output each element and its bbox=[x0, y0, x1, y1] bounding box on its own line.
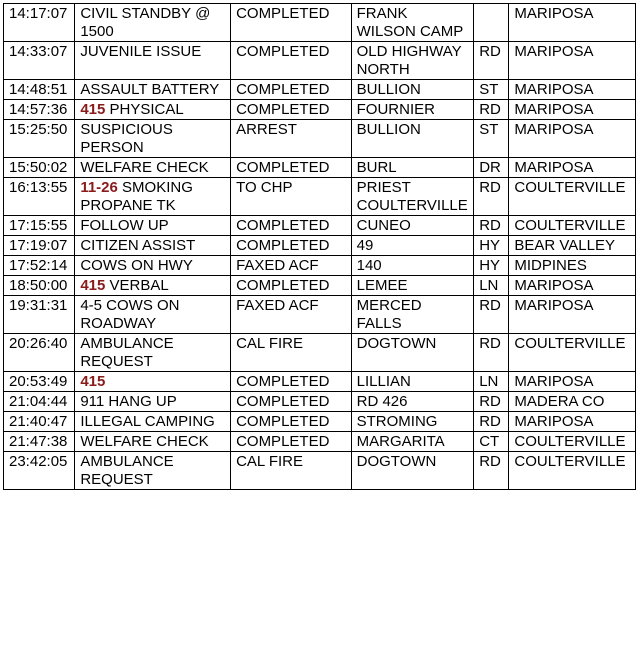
call-code: 11-26 bbox=[80, 179, 118, 196]
disposition-cell: CAL FIRE bbox=[231, 452, 352, 490]
time-cell: 17:15:55 bbox=[4, 216, 75, 236]
time-cell: 14:17:07 bbox=[4, 4, 75, 42]
street-cell: 140 bbox=[351, 256, 474, 276]
call-type-cell bbox=[75, 178, 231, 216]
table-row bbox=[4, 296, 636, 334]
city-cell: MARIPOSA bbox=[509, 372, 636, 392]
disposition-cell: COMPLETED bbox=[231, 392, 352, 412]
time-cell: 14:48:51 bbox=[4, 80, 75, 100]
street-suffix-cell: RD bbox=[474, 452, 509, 490]
call-type-text: FOLLOW UP bbox=[80, 217, 169, 234]
table-row bbox=[4, 236, 636, 256]
city-cell: MARIPOSA bbox=[509, 412, 636, 432]
time-cell: 15:25:50 bbox=[4, 120, 75, 158]
street-suffix-cell: ST bbox=[474, 80, 509, 100]
disposition-cell: COMPLETED bbox=[231, 80, 352, 100]
disposition-cell: ARREST bbox=[231, 120, 352, 158]
street-cell: DOGTOWN bbox=[351, 334, 474, 372]
street-cell: MARGARITA bbox=[351, 432, 474, 452]
disposition-cell: CAL FIRE bbox=[231, 334, 352, 372]
street-suffix-cell: HY bbox=[474, 256, 509, 276]
call-type-cell bbox=[75, 256, 231, 276]
call-type-text: VERBAL bbox=[109, 277, 169, 294]
street-suffix-cell: RD bbox=[474, 334, 509, 372]
call-type-text: WELFARE CHECK bbox=[80, 433, 209, 450]
call-code: 415 bbox=[80, 277, 106, 294]
call-type-text: COWS ON HWY bbox=[80, 257, 193, 274]
call-type-cell bbox=[75, 236, 231, 256]
street-cell: BULLION bbox=[351, 80, 474, 100]
call-type-text: 911 HANG UP bbox=[80, 393, 177, 410]
disposition-cell: COMPLETED bbox=[231, 216, 352, 236]
time-cell: 16:13:55 bbox=[4, 178, 75, 216]
disposition-cell: TO CHP bbox=[231, 178, 352, 216]
street-cell: CUNEO bbox=[351, 216, 474, 236]
time-cell: 19:31:31 bbox=[4, 296, 75, 334]
call-type-text: AMBULANCE REQUEST bbox=[80, 453, 174, 488]
time-cell: 21:40:47 bbox=[4, 412, 75, 432]
time-cell: 17:19:07 bbox=[4, 236, 75, 256]
street-cell: MERCED FALLS bbox=[351, 296, 474, 334]
city-cell: MARIPOSA bbox=[509, 276, 636, 296]
city-cell: MARIPOSA bbox=[509, 42, 636, 80]
city-cell: BEAR VALLEY bbox=[509, 236, 636, 256]
call-type-cell bbox=[75, 216, 231, 236]
street-suffix-cell: HY bbox=[474, 236, 509, 256]
disposition-cell: COMPLETED bbox=[231, 4, 352, 42]
city-cell: MARIPOSA bbox=[509, 100, 636, 120]
time-cell: 23:42:05 bbox=[4, 452, 75, 490]
time-cell: 20:53:49 bbox=[4, 372, 75, 392]
disposition-cell: COMPLETED bbox=[231, 412, 352, 432]
street-suffix-cell: RD bbox=[474, 296, 509, 334]
time-cell: 17:52:14 bbox=[4, 256, 75, 276]
time-cell: 18:50:00 bbox=[4, 276, 75, 296]
street-cell: 49 bbox=[351, 236, 474, 256]
street-cell: LILLIAN bbox=[351, 372, 474, 392]
street-suffix-cell: RD bbox=[474, 42, 509, 80]
street-suffix-cell: RD bbox=[474, 216, 509, 236]
table-row bbox=[4, 392, 636, 412]
street-cell: BULLION bbox=[351, 120, 474, 158]
table-row bbox=[4, 334, 636, 372]
call-type-cell bbox=[75, 296, 231, 334]
disposition-cell: COMPLETED bbox=[231, 236, 352, 256]
table-row bbox=[4, 80, 636, 100]
street-suffix-cell: LN bbox=[474, 372, 509, 392]
disposition-cell: COMPLETED bbox=[231, 372, 352, 392]
table-row bbox=[4, 100, 636, 120]
street-suffix-cell bbox=[474, 4, 509, 42]
street-suffix-cell: RD bbox=[474, 178, 509, 216]
city-cell: MIDPINES bbox=[509, 256, 636, 276]
table-row bbox=[4, 412, 636, 432]
call-type-text: WELFARE CHECK bbox=[80, 159, 209, 176]
street-suffix-cell: RD bbox=[474, 100, 509, 120]
city-cell: MARIPOSA bbox=[509, 80, 636, 100]
call-type-cell bbox=[75, 432, 231, 452]
disposition-cell: COMPLETED bbox=[231, 432, 352, 452]
call-type-cell bbox=[75, 452, 231, 490]
street-suffix-cell: ST bbox=[474, 120, 509, 158]
call-type-cell bbox=[75, 276, 231, 296]
city-cell: MARIPOSA bbox=[509, 120, 636, 158]
call-code: 415 bbox=[80, 101, 106, 118]
table-row bbox=[4, 256, 636, 276]
city-cell: MADERA CO bbox=[509, 392, 636, 412]
call-type-text: ASSAULT BATTERY bbox=[80, 81, 220, 98]
disposition-cell: COMPLETED bbox=[231, 276, 352, 296]
city-cell: MARIPOSA bbox=[509, 296, 636, 334]
table-row bbox=[4, 120, 636, 158]
call-type-cell bbox=[75, 334, 231, 372]
street-suffix-cell: RD bbox=[474, 392, 509, 412]
street-cell: BURL bbox=[351, 158, 474, 178]
street-suffix-cell: CT bbox=[474, 432, 509, 452]
table-row bbox=[4, 4, 636, 42]
street-suffix-cell: LN bbox=[474, 276, 509, 296]
disposition-cell: COMPLETED bbox=[231, 42, 352, 80]
disposition-cell: COMPLETED bbox=[231, 158, 352, 178]
disposition-cell: FAXED ACF bbox=[231, 256, 352, 276]
city-cell: COULTERVILLE bbox=[509, 178, 636, 216]
city-cell: MARIPOSA bbox=[509, 158, 636, 178]
call-type-cell bbox=[75, 120, 231, 158]
time-cell: 14:33:07 bbox=[4, 42, 75, 80]
call-log-table bbox=[3, 3, 636, 490]
call-type-cell bbox=[75, 80, 231, 100]
call-type-text: AMBULANCE REQUEST bbox=[80, 335, 174, 370]
city-cell: COULTERVILLE bbox=[509, 432, 636, 452]
time-cell: 21:47:38 bbox=[4, 432, 75, 452]
call-type-text: CITIZEN ASSIST bbox=[80, 237, 196, 254]
disposition-cell: FAXED ACF bbox=[231, 296, 352, 334]
street-cell: LEMEE bbox=[351, 276, 474, 296]
table-row bbox=[4, 178, 636, 216]
call-type-cell bbox=[75, 4, 231, 42]
city-cell: COULTERVILLE bbox=[509, 334, 636, 372]
call-log-body bbox=[4, 4, 636, 490]
call-type-cell bbox=[75, 158, 231, 178]
street-cell: RD 426 bbox=[351, 392, 474, 412]
table-row bbox=[4, 432, 636, 452]
street-cell: FOURNIER bbox=[351, 100, 474, 120]
call-type-text: CIVIL STANDBY @ 1500 bbox=[80, 5, 211, 40]
table-row bbox=[4, 158, 636, 178]
table-row bbox=[4, 452, 636, 490]
street-cell: FRANK WILSON CAMP bbox=[351, 4, 474, 42]
call-type-cell bbox=[75, 412, 231, 432]
time-cell: 14:57:36 bbox=[4, 100, 75, 120]
table-row bbox=[4, 372, 636, 392]
street-cell: STROMING bbox=[351, 412, 474, 432]
time-cell: 15:50:02 bbox=[4, 158, 75, 178]
street-cell: PRIEST COULTERVILLE bbox=[351, 178, 474, 216]
call-type-text: SUSPICIOUS PERSON bbox=[80, 121, 173, 156]
city-cell: MARIPOSA bbox=[509, 4, 636, 42]
call-code: 415 bbox=[80, 373, 106, 390]
table-row bbox=[4, 276, 636, 296]
street-suffix-cell: DR bbox=[474, 158, 509, 178]
street-suffix-cell: RD bbox=[474, 412, 509, 432]
street-cell: DOGTOWN bbox=[351, 452, 474, 490]
call-type-cell bbox=[75, 100, 231, 120]
table-row bbox=[4, 42, 636, 80]
call-type-cell bbox=[75, 372, 231, 392]
call-type-text: SMOKING PROPANE TK bbox=[80, 179, 193, 214]
call-type-text: PHYSICAL bbox=[109, 101, 184, 118]
disposition-cell: COMPLETED bbox=[231, 100, 352, 120]
call-type-cell bbox=[75, 42, 231, 80]
street-cell: OLD HIGHWAY NORTH bbox=[351, 42, 474, 80]
call-type-text: 4-5 COWS ON ROADWAY bbox=[80, 297, 180, 332]
call-type-cell bbox=[75, 392, 231, 412]
city-cell: COULTERVILLE bbox=[509, 452, 636, 490]
call-type-text: ILLEGAL CAMPING bbox=[80, 413, 215, 430]
call-type-text: JUVENILE ISSUE bbox=[80, 43, 202, 60]
time-cell: 20:26:40 bbox=[4, 334, 75, 372]
table-row bbox=[4, 216, 636, 236]
time-cell: 21:04:44 bbox=[4, 392, 75, 412]
city-cell: COULTERVILLE bbox=[509, 216, 636, 236]
